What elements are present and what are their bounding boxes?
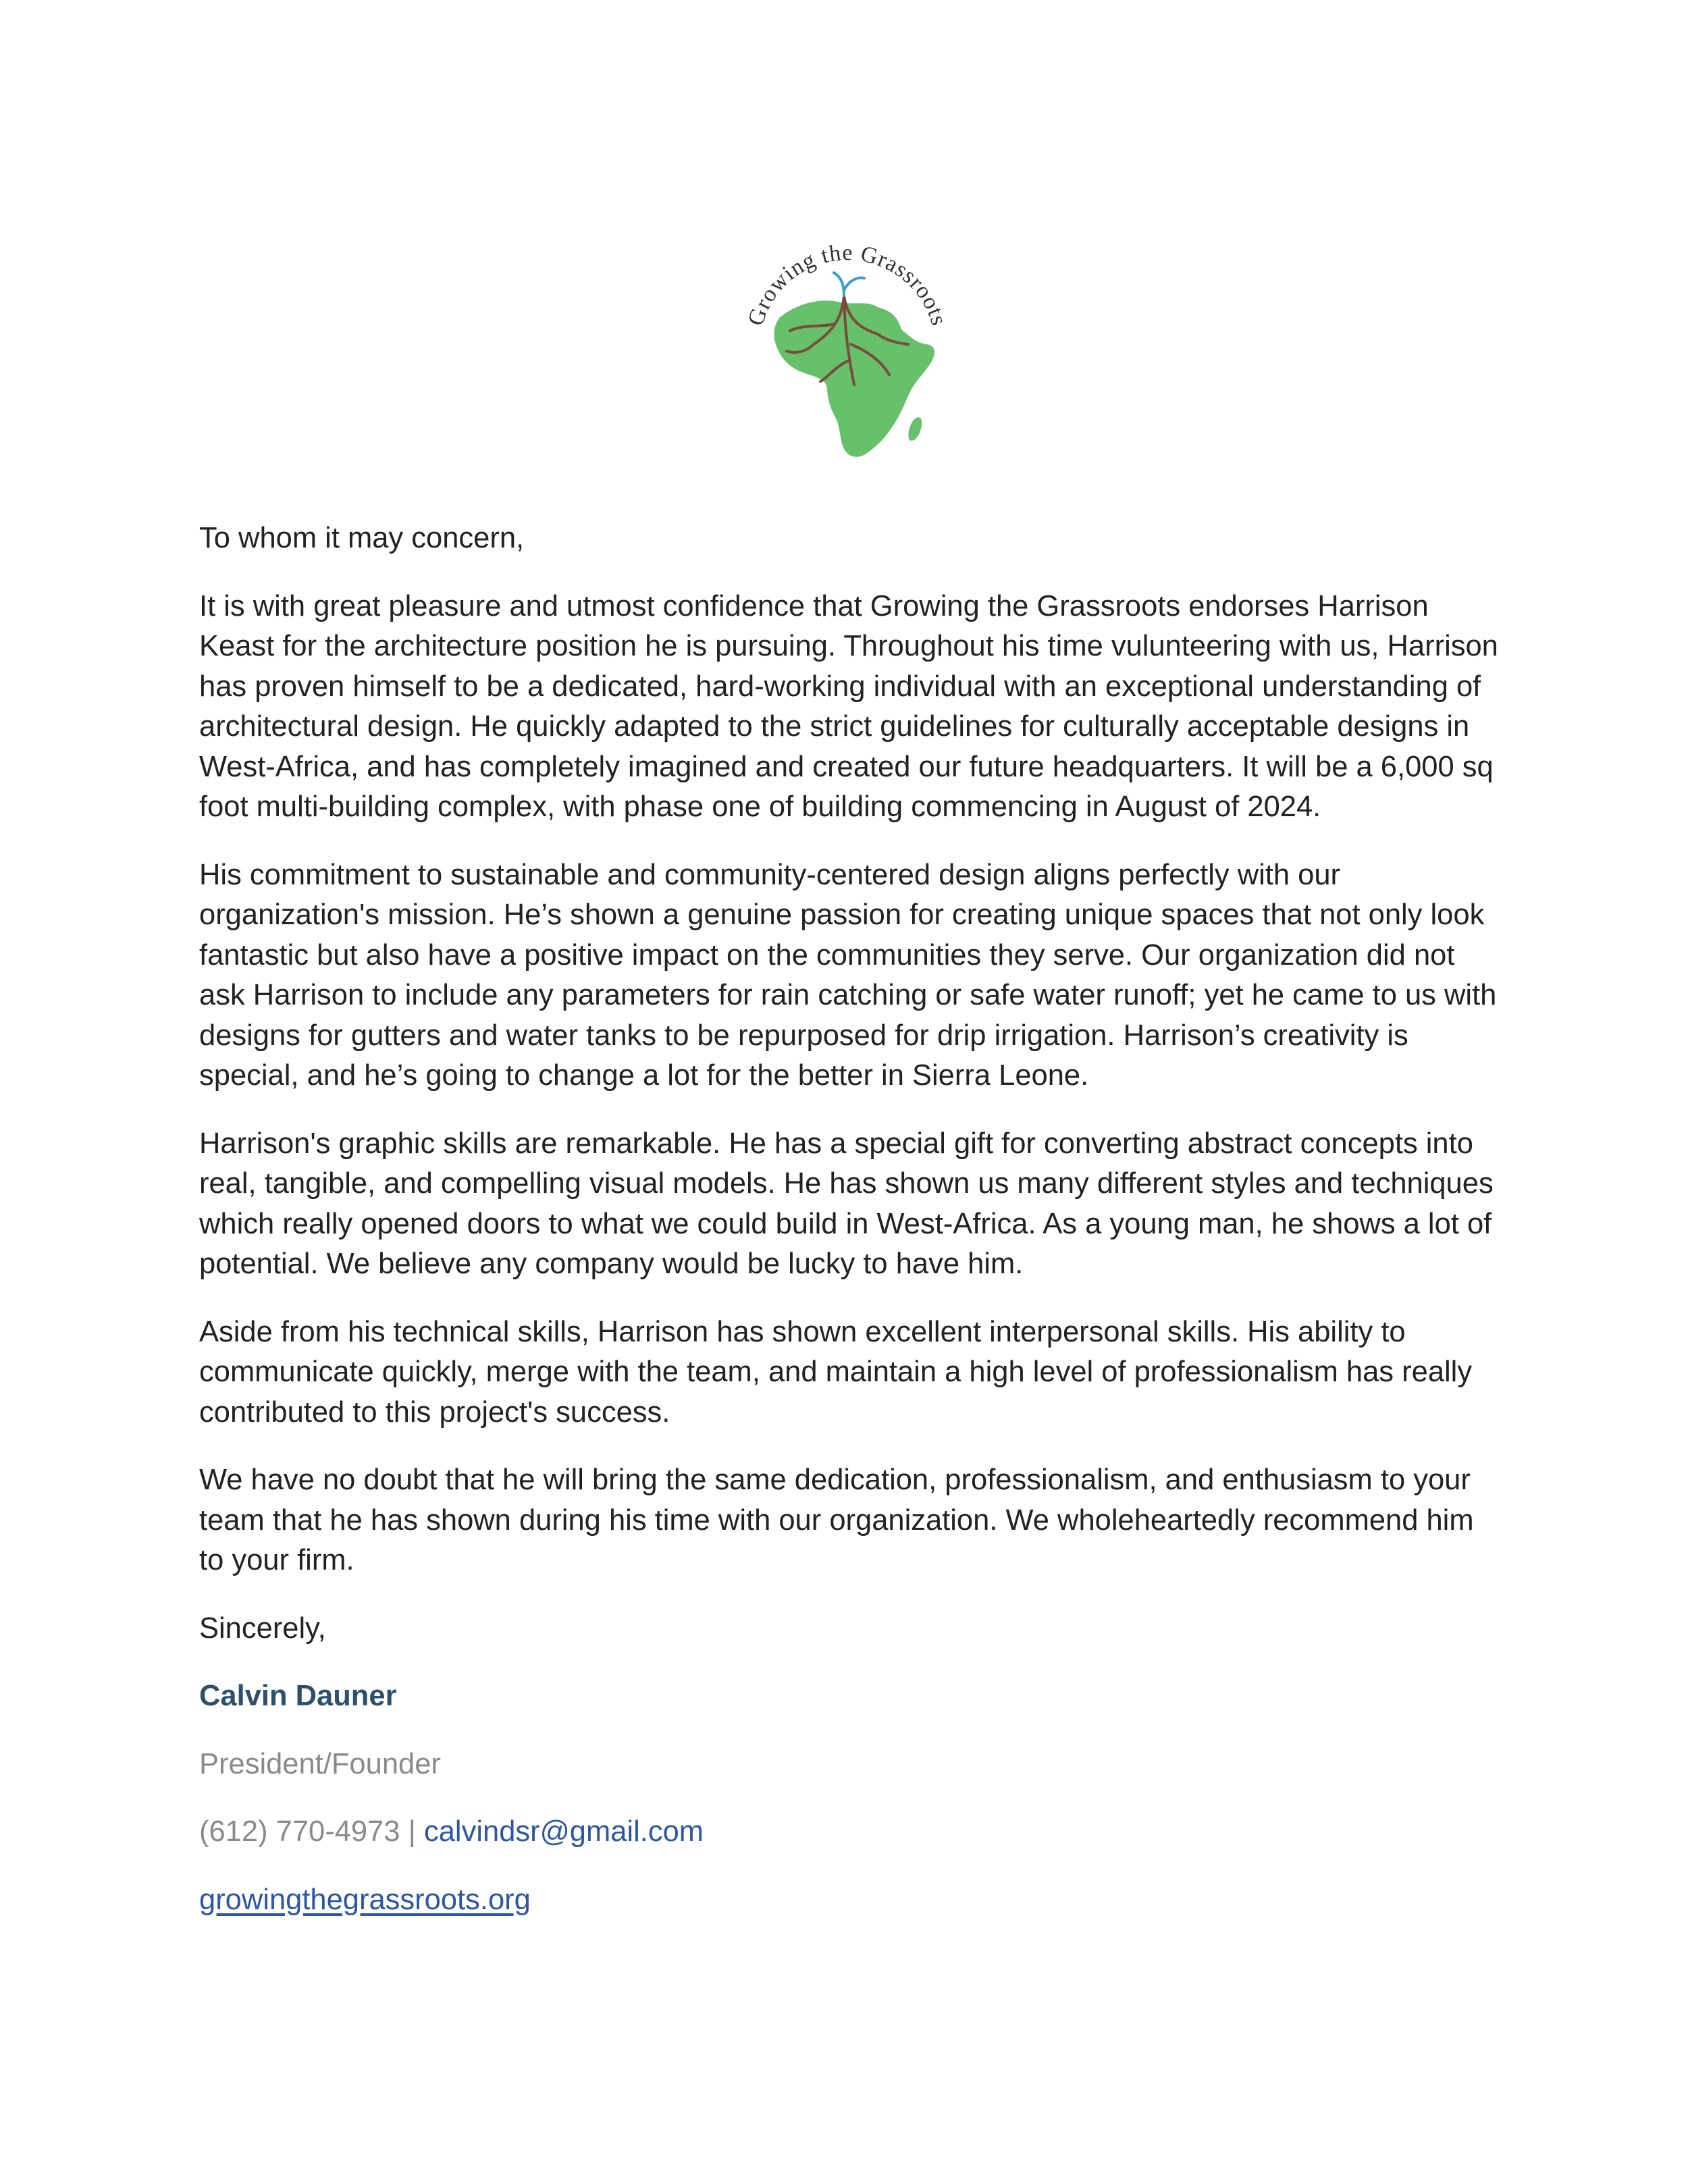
letter-body <box>199 518 1502 1948</box>
salutation: To whom it may concern, <box>199 522 525 554</box>
growing-the-grassroots-logo <box>733 243 962 466</box>
signer-name: Calvin Dauner <box>199 1680 397 1712</box>
phone-number: (612) 770-4973 <box>199 1815 400 1848</box>
paragraph-4: Aside from his technical skills, Harrison has shown excellent interpersonal skills. His ability to communicate quickly, merge with the team, and maintain a high level of professionalism has really contributed to this project's success. <box>199 1315 1473 1429</box>
website-link[interactable]: growingthegrassroots.org <box>199 1883 531 1916</box>
paragraph-5: We have no doubt that he will bring the same dedication, professionalism, and enthusiasm to your team that he has shown during his time with our organization. We wholeheartedly recommend him to your firm. <box>199 1464 1474 1576</box>
logo-graphic <box>733 243 962 466</box>
paragraph-2: His commitment to sustainable and community-centered design aligns perfectly with our organization's mission. He’s shown a genuine passion for creating unique spaces that not only look fantastic but also have a positive impact on the communities they serve. Our organization did not ask Harrison to include any parameters for rain catching or safe water runoff; yet he came to us with designs for gutters and water tanks to be repurposed for drip irrigation. Harrison’s creativity is special, and he’s going to change a lot for the better in Sierra Leone. <box>199 858 1497 1092</box>
paragraph-3: Harrison's graphic skills are remarkable. He has a special gift for converting abstract concepts into real, tangible, and compelling visual models. He has shown us many different styles and techniques which really opened doors to what we could build in West-Africa. As a young man, he shows a lot of potential. We believe any company would be lucky to have him. <box>199 1127 1494 1280</box>
paragraph-1: It is with great pleasure and utmost confidence that Growing the Grassroots endorses Harrison Keast for the architecture position he is pursuing. Throughout his time vulunteering with us, Harrison has proven himself to be a dedicated, hard-working individual with an exceptional understanding of architectural design. He quickly adapted to the strict guidelines for culturally acceptable designs in West-Africa, and has completely imagined and created our future headquarters. It will be a 6,000 sq foot multi-building complex, with phase one of building commencing in August of 2024. <box>199 589 1498 823</box>
contact-line <box>199 1812 1502 1853</box>
logo-arc-text: Growing the Grassroots <box>743 243 952 329</box>
signer-title: President/Founder <box>199 1747 441 1780</box>
website-line <box>199 1880 1502 1921</box>
sprout-icon <box>834 273 864 296</box>
madagascar-shape <box>908 417 922 440</box>
closing: Sincerely, <box>199 1612 326 1645</box>
email-link[interactable]: calvindsr@gmail.com <box>423 1815 704 1848</box>
contact-separator: | <box>408 1815 416 1848</box>
